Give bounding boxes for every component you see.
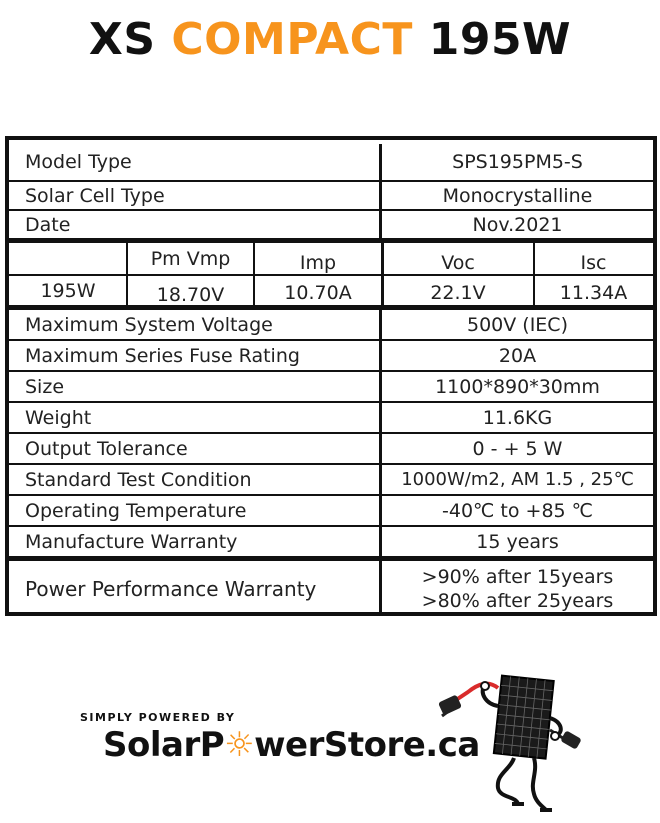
electrical-header-pm-vmp: Pm Vmp [150,247,231,270]
spec-table [5,136,657,616]
spec-label: Size [9,372,382,401]
spec-row-max-system-voltage [9,310,653,339]
spec-value: Nov.2021 [472,213,563,236]
spec-label: Date [9,211,382,238]
electrical-value-voc: 22.1V [430,281,486,304]
electrical-header-empty [9,243,127,274]
spec-value: 20A [498,344,537,367]
spec-row-power-performance-warranty [9,561,653,616]
spec-value: 0 - + 5 W [472,437,563,460]
spec-row-model-type [9,144,653,180]
spec-value-performance [382,561,653,616]
spec-label: Maximum System Voltage [9,310,382,339]
electrical-value-vmp: 18.70V [156,283,225,306]
electrical-value-imp: 10.70A [284,281,352,304]
spec-label: Output Tolerance [9,434,382,463]
spec-value: 15 years [476,530,559,553]
spec-row-manufacture-warranty [9,527,653,556]
spec-row-weight [9,403,653,432]
electrical-value-power: 195W [40,279,96,302]
spec-label: Operating Temperature [9,496,382,525]
solar-panel-mascot-icon [438,670,588,818]
spec-label: Solar Cell Type [9,182,382,209]
spec-row-output-tolerance [9,434,653,463]
spec-value: SPS195PM5-S [452,151,583,173]
spec-label: Power Performance Warranty [9,561,382,616]
sun-icon: ☼ [224,725,255,765]
brand-text-rest: werStore.ca [254,725,480,765]
spec-row-standard-test-condition [9,465,653,494]
title-part-compact: COMPACT [171,14,413,65]
page-title [0,14,660,65]
spec-value: 11.6KG [482,406,553,429]
electrical-header-voc: Voc [441,251,475,274]
spec-value: Monocrystalline [442,184,593,207]
brand-text-p: P [199,725,225,765]
electrical-grid [9,243,653,305]
spec-label: Weight [9,403,382,432]
spec-label: Maximum Series Fuse Rating [9,341,382,370]
spec-row-operating-temperature [9,496,653,525]
spec-row-solar-cell-type [9,182,653,209]
spec-label: Model Type [9,144,382,180]
spec-label: Standard Test Condition [9,465,382,494]
electrical-header-imp: Imp [299,251,337,274]
spec-value: 500V (IEC) [466,313,568,336]
electrical-header-isc: Isc [580,251,607,274]
brand-logo [103,725,480,765]
spec-value: 1100*890*30mm [435,375,600,398]
spec-row-max-series-fuse [9,341,653,370]
electrical-value-isc: 11.34A [559,281,628,304]
brand-text-solar: Solar [103,725,200,765]
spec-row-size [9,372,653,401]
performance-line-2: >80% after 25years [421,589,614,612]
powered-by-label: SIMPLY POWERED BY [80,711,236,724]
title-part-xs: XS [88,14,172,65]
spec-value: -40℃ to +85 ℃ [442,499,593,522]
spec-label: Manufacture Warranty [9,527,382,556]
performance-line-1: >90% after 15years [421,565,614,588]
title-part-wattage: 195W [412,14,572,65]
spec-value: 1000W/m2, AM 1.5 , 25℃ [401,469,634,490]
spec-row-date [9,211,653,238]
